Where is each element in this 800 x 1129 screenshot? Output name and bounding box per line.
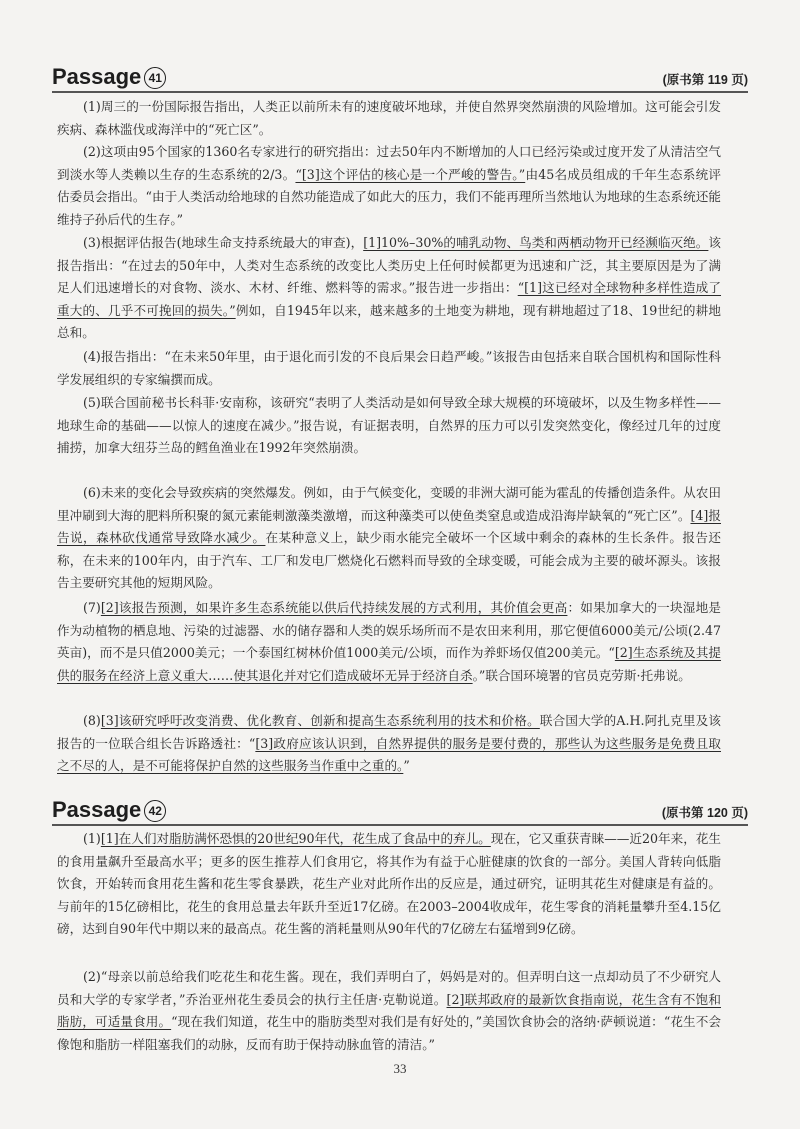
underlined-answer-evidence: [2]联邦政府的最新饮食指南说，花生含有不饱和脂肪，可适量食用。: [57, 991, 721, 1029]
paragraph-text: (7): [83, 600, 101, 615]
underlined-answer-evidence: [3]该研究呼吁改变消费、优化教育、创新和提高生态系统利用的技术和价格。: [100, 713, 540, 728]
paragraph-text: (3)根据评估报告(地球生命支持系统最大的审查)，: [83, 235, 364, 250]
paragraph-text: 例如，自1945年以来，越来越多的土地变为耕地，现有耕地超过了18、19世纪的耕地总和。: [57, 302, 721, 340]
passage-41-paragraph-4: [57, 346, 721, 391]
passage-42-paragraph-2: [57, 966, 721, 1056]
paragraph-text: 由45名成员组成的千年生态系统评估委员会指出。“由于人类活动给地球的自然功能造成了如此大的压力，我们不能再理所当然地认为地球的生态系统还能维持子孙后代的生存。”: [57, 166, 721, 227]
passage-41-paragraph-6: [57, 482, 721, 595]
paragraph-text: 。”联合国环境署的官员克劳斯·托弗说。: [472, 667, 691, 683]
paragraph-text: 在某种意义上，缺少雨水能完全破坏一个区域中剩余的森林的生长条件。报告还称，在未来的100年内，由于汽车、工厂和发电厂燃烧化石燃料而导致的全球变暖，可能会成为主要的破坏源头。该报告主要研究其他的短期风险。: [57, 530, 722, 590]
paragraph-text: (2)“母亲以前总给我们吃花生和花生酱。现在，我们弄明白了，妈妈是对的。但弄明白这一点却动员了不少研究人员和大学的专家学者，”乔治亚州花生委员会的执行主任唐·克勒说道。: [57, 969, 721, 1007]
passage-41-paragraph-7: [57, 597, 721, 687]
passage-41-paragraph-1: [57, 96, 721, 141]
underlined-answer-evidence: [2]该报告预测，如果许多生态系统能以供后代持续发展的方式利用，其价值会更高: [100, 600, 568, 615]
paragraph-text: ：如果加拿大的一块湿地是作为动植物的栖息地、污染的过滤器、水的储存器和人类的娱乐场所而不是农田来利用，那它便值6000美元/公顷(2.47英亩)，而不是只值2000美元；一个泰国红树林价值1000美元/公顷，而作为养虾场仅值200美元。“: [57, 600, 721, 660]
paragraph-text: 现在，它又重获青睐——近20年来，花生的食用量飙升至最高水平；更多的医生推荐人们食用它，将其作为有益于心脏健康的饮食的一部分。美国人背转向低脂饮食，开始转而食用花生酱和花生零食暴跌，花生产业对此所作出的反应是，通过研究，证明其花生对健康是有益的。与前年的15亿磅相比，花生的食用总量去年跃升至近17亿磅。在2003–2004收成年，花生零食的消耗量攀升至4.15亿磅，达到自90年代中期以来的最高点。花生酱的消耗量则从90年代的7亿磅左右猛增到9亿磅。: [57, 831, 722, 936]
passage-41-paragraph-3: [57, 232, 721, 345]
paragraph-text: (2)这项由95个国家的1360名专家进行的研究指出：过去50年内不断增加的人口已经污染或过度开发了从清洁空气到淡水等人类赖以生存的生态系统的2/3。: [57, 144, 721, 182]
underlined-answer-evidence: [2]生态系统及其提供的服务在经济上意义重大……使其退化并对它们造成破坏无异于经济自杀: [57, 645, 722, 683]
paragraph-text: (6)未来的变化会导致疾病的突然爆发。例如，由于气候变化，变暖的非洲大湖可能为霍乱的传播创造条件。从农田里冲刷到大海的肥料所积聚的氮元素能刺激藻类激增，而这种藻类可以使鱼类窒息或造成沿海岸缺氧的“死亡区”。: [57, 485, 721, 523]
original-page-reference: (原书第 119 页): [662, 73, 748, 87]
passage-42-paragraph-1: [57, 828, 721, 941]
passage-42-header: [52, 796, 748, 826]
paragraph-text: (5)联合国前秘书长科菲·安南称，该研究“表明了人类活动是如何导致全球大规模的环境破坏，以及生物多样性——地球生命的基础——以惊人的速度在减少。”报告说，有证据表明，自然界的压力可以引发突然变化，像经过几年的过度捕捞，加拿大纽芬兰岛的鳕鱼渔业在1992年突然崩溃。: [57, 395, 721, 455]
underlined-answer-evidence: “[1]这已经对全球物种多样性造成了重大的、几乎不可挽回的损失。”: [57, 280, 722, 318]
paragraph-text: (8): [83, 713, 101, 728]
passage-41-header: [52, 63, 748, 93]
underlined-answer-evidence: “[3]这个评估的核心是一个严峻的警告。”: [295, 166, 526, 182]
passage-42-title: Passage 42: [52, 798, 166, 822]
passage-41-paragraph-2: [57, 141, 721, 231]
paragraph-text: ”: [403, 758, 410, 773]
page-number: 33: [393, 1061, 407, 1076]
paragraph-text: 该报告指出：“在过去的50年中，人类对生态系统的改变比人类历史上任何时候都更为迅速和广泛，其主要原因是为了满足人们迅速增长的对食物、淡水、木材、纤维、燃料等的需求。”报告进一步指出：: [57, 235, 721, 295]
paragraph-text: (4)报告指出：“在未来50年里，由于退化而引发的不良后果会日趋严峻。”该报告由包括来自联合国机构和国际性科学发展组织的专家编撰而成。: [57, 349, 721, 387]
underlined-answer-evidence: [1]在人们对脂肪满怀恐惧的20世纪90年代，花生成了食品中的弃儿。: [100, 831, 491, 846]
underlined-answer-evidence: [4]报告说，森林砍伐通常导致降水减少。: [57, 507, 721, 545]
passage-41-paragraph-5: [57, 392, 721, 460]
paragraph-text: 联合国大学的A.H.阿扎克里及该报告的一位联合组长告诉路透社：“: [57, 713, 721, 751]
passage-number-badge: 41: [144, 67, 166, 89]
paragraph-text: (1)周三的一份国际报告指出，人类正以前所未有的速度破坏地球，并使自然界突然崩溃的风险增加。这可能会引发疾病、森林滥伐或海洋中的“死亡区”。: [57, 99, 721, 137]
passage-41-title: Passage 41: [52, 65, 166, 89]
underlined-answer-evidence: [3]政府应该认识到，自然界提供的服务是要付费的，那些认为这些服务是免费且取之不尽的人，是不可能将保护自然的这些服务当作重中之重的。: [57, 735, 721, 773]
paragraph-text: (1): [83, 831, 101, 846]
paragraph-text: “现在我们知道，花生中的脂肪类型对我们是有好处的，”美国饮食协会的洛纳·萨顿说道：“花生不会像饱和脂肪一样阻塞我们的动脉，反而有助于保持动脉血管的清洁。”: [57, 1014, 721, 1052]
underlined-answer-evidence: [1]10%–30%的哺乳动物、鸟类和两栖动物开已经濒临灭绝。: [363, 235, 709, 250]
original-page-reference: (原书第 120 页): [661, 806, 748, 820]
passage-41-paragraph-8: [57, 710, 721, 778]
passage-number-badge: 42: [144, 800, 166, 822]
